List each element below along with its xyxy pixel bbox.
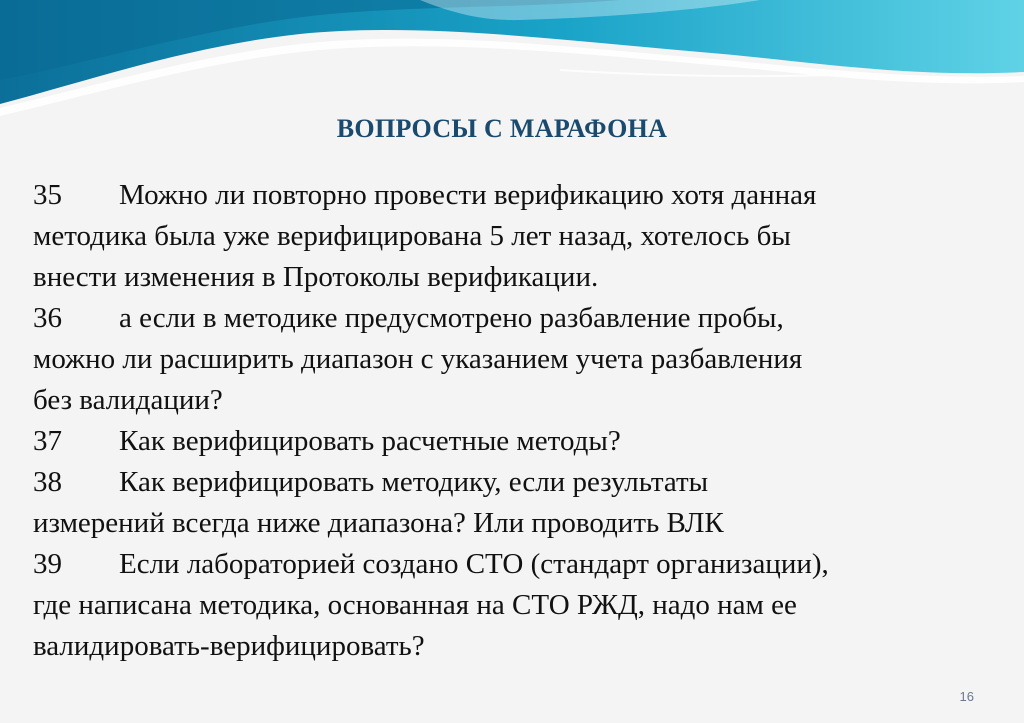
question-line: можно ли расширить диапазон с указанием учета разбавления [33, 343, 803, 375]
question-item [33, 298, 993, 421]
question-number: 37 [33, 425, 62, 457]
question-item [33, 462, 993, 544]
question-line: внести изменения в Протоколы верификации. [33, 261, 599, 293]
question-line: а если в методике предусмотрено разбавление пробы, [119, 302, 784, 334]
question-number: 36 [33, 302, 62, 334]
question-line: Можно ли повторно провести верификацию хотя данная [119, 179, 817, 211]
question-line: Как верифицировать методику, если результаты [119, 466, 709, 498]
question-item [33, 544, 993, 667]
question-line: Если лабораторией создано СТО (стандарт организации), [119, 548, 829, 580]
question-item [33, 175, 993, 298]
question-number: 39 [33, 548, 62, 580]
slide-title: ВОПРОСЫ С МАРАФОНА [336, 114, 668, 143]
question-line: измерений всегда ниже диапазона? Или проводить ВЛК [33, 507, 724, 539]
question-number: 35 [33, 179, 62, 211]
question-list [33, 175, 993, 667]
question-line: Как верифицировать расчетные методы? [119, 425, 621, 457]
question-line: без валидации? [33, 384, 223, 416]
question-line: методика была уже верифицирована 5 лет назад, хотелось бы [33, 220, 791, 252]
question-line: где написана методика, основанная на СТО РЖД, надо нам ее [33, 589, 797, 621]
page-number: 16 [959, 689, 974, 704]
question-number: 38 [33, 466, 62, 498]
question-line: валидировать-верифицировать? [33, 630, 425, 662]
question-item [33, 421, 993, 462]
